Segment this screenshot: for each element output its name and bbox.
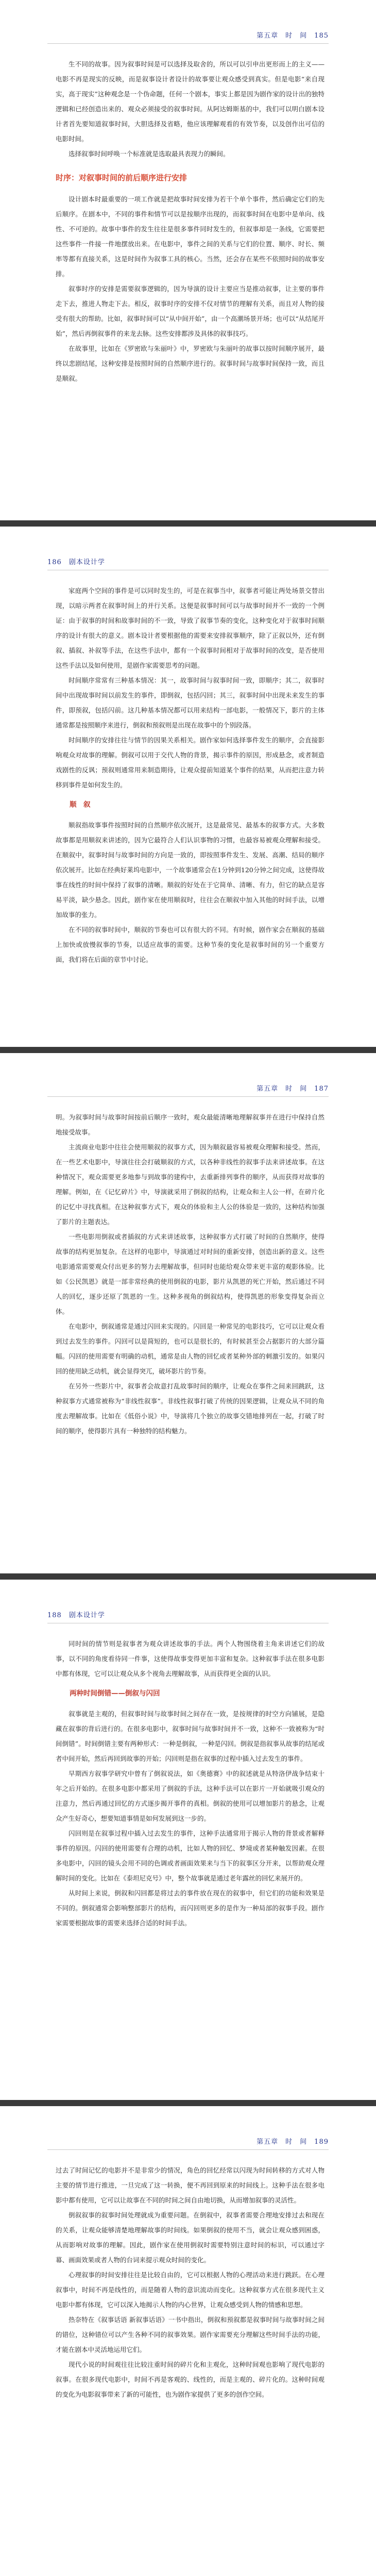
subsection-title: 两种时间倒错——倒叙与闪回 <box>70 1689 160 1698</box>
paragraph: 倒叙叙事的叙事时间处理就成为重要问题。在倒叙中，叙事者需要合理地安排过去和现在的关系，让观众能够清楚地理解故事的时间线。如果倒叙的使用不当，就会让观众感到困惑，从而影响对故事的理解。因此，剧作家在使用倒叙时需要特别注意时间的标识，可以通过字幕、画面效果或者人物的台词来提示观众时间的变化。 <box>56 2211 324 2264</box>
subsection-title: 顺 叙 <box>70 801 91 809</box>
paragraph: 在另外一些影片中，叙事者会故意打乱故事时间的顺序，让观众在事件之间来回跳跃，这种叙事方式通常被称为“非线性叙事”。非线性叙事打破了传统的因果逻辑，让观众从不同的角度去理解故事。比如在《低俗小说》中，导演将几个独立的故事交错地排列在一起，打破了时间的顺序，使得影片具有一种独特的结构魅力。 <box>56 1382 324 1435</box>
paragraph: 在故事里，比如在《罗密欧与朱丽叶》中，罗密欧与朱丽叶的故事以按时间顺序展开，最终以悲剧结尾，这种安排是按照时间的自然顺序进行的。叙事时间与故事时间保持一致，而且是顺叙。 <box>56 345 324 382</box>
paragraph: 明。为叙事时间与故事时间按前后顺序一致时，观众最能清晰地理解叙事并在进行中保持自然地接受故事。 <box>56 1113 324 1136</box>
page-body <box>56 1636 324 1930</box>
paragraph: 在不同的叙事时间中，顺叙的节奏也可以有很大的不同。有时候，剧作家会在顺叙的基础上加快或放慢叙事的节奏，以适应故事的需要。这种节奏的变化是叙事时间的另一个重要方面，我们将在后面的章节中讨论。 <box>56 926 324 963</box>
page-body <box>56 583 324 967</box>
paragraph: 设计剧本时最重要的一项工作就是把故事时间安排为若干个单个事件，然后确定它们的先后顺序。在剧本中，不同的事件和情节可以是按顺序出现的，而叙事时间在电影中是单向、线性、不可逆的。故事中事件的发生往往是很多事件同时发生的，但叙事却是一条线，它需要把这些事件一件接一件地摆放出来。在电影中，事件之间的关系与它们的位置、顺序、时长、频率等都有直接关系，这是时间作为叙事工具的核心。当然，还会存在某些不依照时间的故事安排。 <box>56 195 324 278</box>
header-rule <box>47 1096 329 1097</box>
paragraph: 心理叙事的时间安排往往是比较自由的，它可以根据人物的心理活动来进行跳跃。在心理叙事中，时间不再是线性的，而是随着人物的意识流动而变化。这种叙事方式在很多现代主义电影中都有体现，它可以深入地揭示人物的内心世界，让观众感受到人物的情感和思想。 <box>56 2271 324 2309</box>
running-header: 第五章 时 间 185 <box>257 32 329 40</box>
paragraph: 时间顺序的安排往往与情节的因果关系相关。剧作家如何选择事件发生的顺序，会直接影响观众对故事的理解。倒叙可以用于交代人物的背景，揭示事件的原因，形成悬念，或者制造戏剧性的反讽；预叙则通常用来制造期待，让观众提前知道某个事件的结果，从而把注意力转移到事件是如何发生的。 <box>56 736 324 789</box>
paragraph: 时间顺序常常有三种基本情况：其一，故事时间与叙事时间一致，即顺序；其二，叙事时间中出现故事时间以前发生的事件，即倒叙，包括闪回；其三，叙事时间中出现未来发生的事件，即预叙，包括闪前。这几种基本情况都可以用来结构一部电影，一般情况下，影片的主体通常都是按照顺序来进行，倒叙和预叙则是出现在故事中的个别段落。 <box>56 676 324 729</box>
paragraph: 选择叙事时间呼唤一个标准就是选取最具表现力的瞬间。 <box>69 150 230 158</box>
paragraph: 家庭两个空间的事件是可以同时发生的，可是在叙事当中，叙事者可能让两处场景交替出现，以暗示两者在叙事时间上的并行关系。这便是叙事时间可以与故事时间并不一致的一个例证：由于叙事的时间和故事时间的不一致，导致了叙事节奏的变化，这种变化对于叙事时间顺序的设计有很大的意义。剧本设计者要根据他的需要来安排叙事顺序，除了正叙以外，还有倒叙、插叙、补叙等手法，在这些手法中，都有一个叙事时间相对于故事时间的改变，是否使用这些手法以及如何使用，是剧作家需要思考的问题。 <box>56 587 324 669</box>
paragraph: 顺叙指故事事件按照时间的自然顺序依次展开，这是最常见、最基本的叙事方式。大多数故事都是用顺叙来讲述的，因为它最符合人们认识事物的习惯，也最容易被观众理解和接受。在顺叙中，叙事时间与故事时间的方向是一致的，即按照事件发生、发展、高潮、结局的顺序依次展开。比如在经典好莱坞电影中，一个故事通常会在1分钟到120分钟之间完成，这使得故事在线性的时间中保持了叙事的清晰。顺叙的好处在于它简单、清晰、有力，但它的缺点是容易平淡，缺少悬念。因此，剧作家在使用顺叙时，往往会在顺叙中加入其他的时间手法，以增加故事的张力。 <box>56 821 324 919</box>
running-header: 第五章 时 间 189 <box>257 2138 329 2146</box>
running-header: 188 剧本设计学 <box>47 1612 105 1619</box>
page-body <box>56 1110 324 1438</box>
page-body <box>56 57 324 386</box>
page-189 <box>0 2106 376 2576</box>
paragraph: 主流商业电影中往往会使用顺叙的叙事方式，因为顺叙最容易被观众理解和接受。然而，在一些艺术电影中，导演往往会打破顺叙的方式，以各种非线性的叙事手法来讲述故事。在这种情况下，观众需要更多地参与到故事的建构中，去重新排列事件的顺序，从而获得对故事的理解。例如，在《记忆碎片》中，导演就采用了倒叙的结构，让观众和主人公一样，在碎片化的记忆中寻找真相。在这种叙事方式下，观众的体验和主人公的体验是一致的，这种结构加强了影片的主题表达。 <box>56 1143 324 1226</box>
paragraph: 叙事就是主观的，但叙事时间与故事时间之间存在一致，是按规律的时空方向铺展，是隐藏在叙事的背后进行的。在很多电影中，叙事时间与故事时间并不一致，这种不一致被称为“时间倒错”。时间倒错主要有两种形式：一种是倒叙，一种是闪回。倒叙是指叙事从故事的结尾或者中间开始，然后再回到故事的开始；闪回则是指在叙事的过程中插入过去发生的事件。 <box>56 1710 324 1762</box>
paragraph: 一些电影用倒叙或者插叙的方式来讲述故事，这种叙事方式打破了时间的自然顺序，使得故事的结构更加复杂。在这样的电影中，导演通过对时间的重新安排，创造出新的意义。这些电影通常需要观众付出更多的努力去理解故事，但同时也能给观众带来更丰富的观影体验。比如《公民凯恩》就是一部非常经典的使用倒叙的电影，影片从凯恩的死亡开始，然后通过不同人的回忆，逐步还原了凯恩的一生。这种多视角的倒叙结构，使得凯恩的形象变得复杂而立体。 <box>56 1233 324 1315</box>
paragraph: 从时间上来说，倒叙和闪回都是将过去的事件放在现在的叙事中，但它们的功能和效果是不同的。倒叙通常会影响整部影片的结构，而闪回则更多的是作为一种局部的叙事手段。剧作家需要根据故事的需要来选择合适的时间手法。 <box>56 1889 324 1927</box>
section-title: 时序：对叙事时间的前后顺序进行安排 <box>56 173 187 182</box>
paragraph: 同时间的情节则是叙事者为观众讲述故事的手法。两个人物围绕着主角来讲述它们的故事，以不同的角度看待同一件事，这使得故事变得更加丰富和复杂。这种叙事手法在很多电影中都有体现，它可以让观众从多个视角去理解故事，从而获得更全面的认识。 <box>56 1640 324 1677</box>
paragraph: 早期西方叙事学研究中曾有了倒叙说法，如《奥德赛》中的叙述就是从特洛伊战争结束十年之后开始的。在很多电影中都采用了倒叙的手法，这种手法可以在影片一开始就吸引观众的注意力，然后再通过回忆的方式逐步揭开事件的真相。倒叙的使用可以增加影片的悬念，让观众产生好奇心，想要知道事情是如何发展到这一步的。 <box>56 1770 324 1822</box>
page-body <box>56 2163 324 2402</box>
paragraph: 叙事时序的安排是需要叙事逻辑的，因为导演的设计主要应当是推动叙事，让主要的事件走下去，推进人物走下去。相反，叙事时序的安排不仅对情节的理解有关系，而且对人物的接受有很大的帮助。比如，叙事时间可以“从中间开始”，由一个高潮场景开场；也可以“从结尾开始”，然后再倒叙事件的来龙去脉。这些安排都涉及具体的叙事技巧。 <box>56 285 324 337</box>
running-header: 186 剧本设计学 <box>47 558 105 566</box>
header-rule <box>47 43 329 44</box>
header-rule <box>47 2149 329 2150</box>
paragraph: 生不同的故事。因为叙事时间是可以选择及取舍的，所以可以引申出更形而上的主义——电影不再是现实的反映，而是叙事设计者设计的故事要让观众感受到真实。但是电影“来自现实，高于现实”这种观念是一个伪命题，任何一个剧本，事实上都是因为剧作家的设计出的独特逻辑和已经创造出来的、观众必须接受的叙事时间。从阿达姆斯基的中，我们可以明白剧本设计者首先要知道叙事时间，大胆选择及省略，他应该理解观看的有效节奏，以及创作出可信的电影时间。 <box>56 60 324 143</box>
running-header: 第五章 时 间 187 <box>257 1085 329 1093</box>
paragraph: 过去了时间记忆的电影并不是非常少的情况，角色的回忆经常以闪现为时间转移的方式对人物主要的情节进行推进，一旦完成了这一转换，便不再回到原来的时间线上。这种手法在很多电影中都有使用，它可以让故事在不同的时间之间自由地切换，从而增加叙事的灵活性。 <box>56 2166 324 2204</box>
page-185 <box>0 0 376 520</box>
page-186 <box>0 527 376 1047</box>
paragraph: 现代小说的时间观往往比较注重时间的碎片化和主观化，这种时间观也影响了现代电影的叙事。在很多现代电影中，时间不再是客观的、线性的，而是主观的、碎片化的。这种时间观的变化为电影叙事带来了新的可能性，也为剧作家提供了更多的创作空间。 <box>56 2361 324 2398</box>
paragraph: 在电影中，倒叙通常是通过闪回来实现的。闪回是一种常见的电影技巧，它可以让观众看到过去发生的事件。闪回可以是简短的，也可以是很长的，有时候甚至会占据影片的大部分篇幅。闪回的使用需要有明确的动机，通常是由人物的回忆或者某种外部的刺激引发的。如果闪回的使用缺乏动机，就会显得突兀，破坏影片的节奏。 <box>56 1323 324 1375</box>
page-188 <box>0 1580 376 2100</box>
paragraph: 闪回则是在叙事过程中插入过去发生的事件，这种手法通常用于揭示人物的背景或者解释事件的原因。闪回的使用需要有合理的动机，比如人物的回忆、梦境或者某种触发因素。在很多电影中，闪回的镜头会用不同的色调或者画面效果来与当下的叙事区分开来，以帮助观众理解时间的变化。比如在《泰坦尼克号》中，整个故事就是通过老年露丝的回忆来展开的。 <box>56 1829 324 1882</box>
page-187 <box>0 1053 376 1573</box>
paragraph: 热奈特在《叙事话语 新叙事话语》一书中指出，倒叙和预叙都是叙事时间与故事时间之间的错位，这种错位可以产生各种不同的叙事效果。剧作家需要充分理解这些时间手法的功能，才能在剧本中灵活地运用它们。 <box>56 2316 324 2353</box>
